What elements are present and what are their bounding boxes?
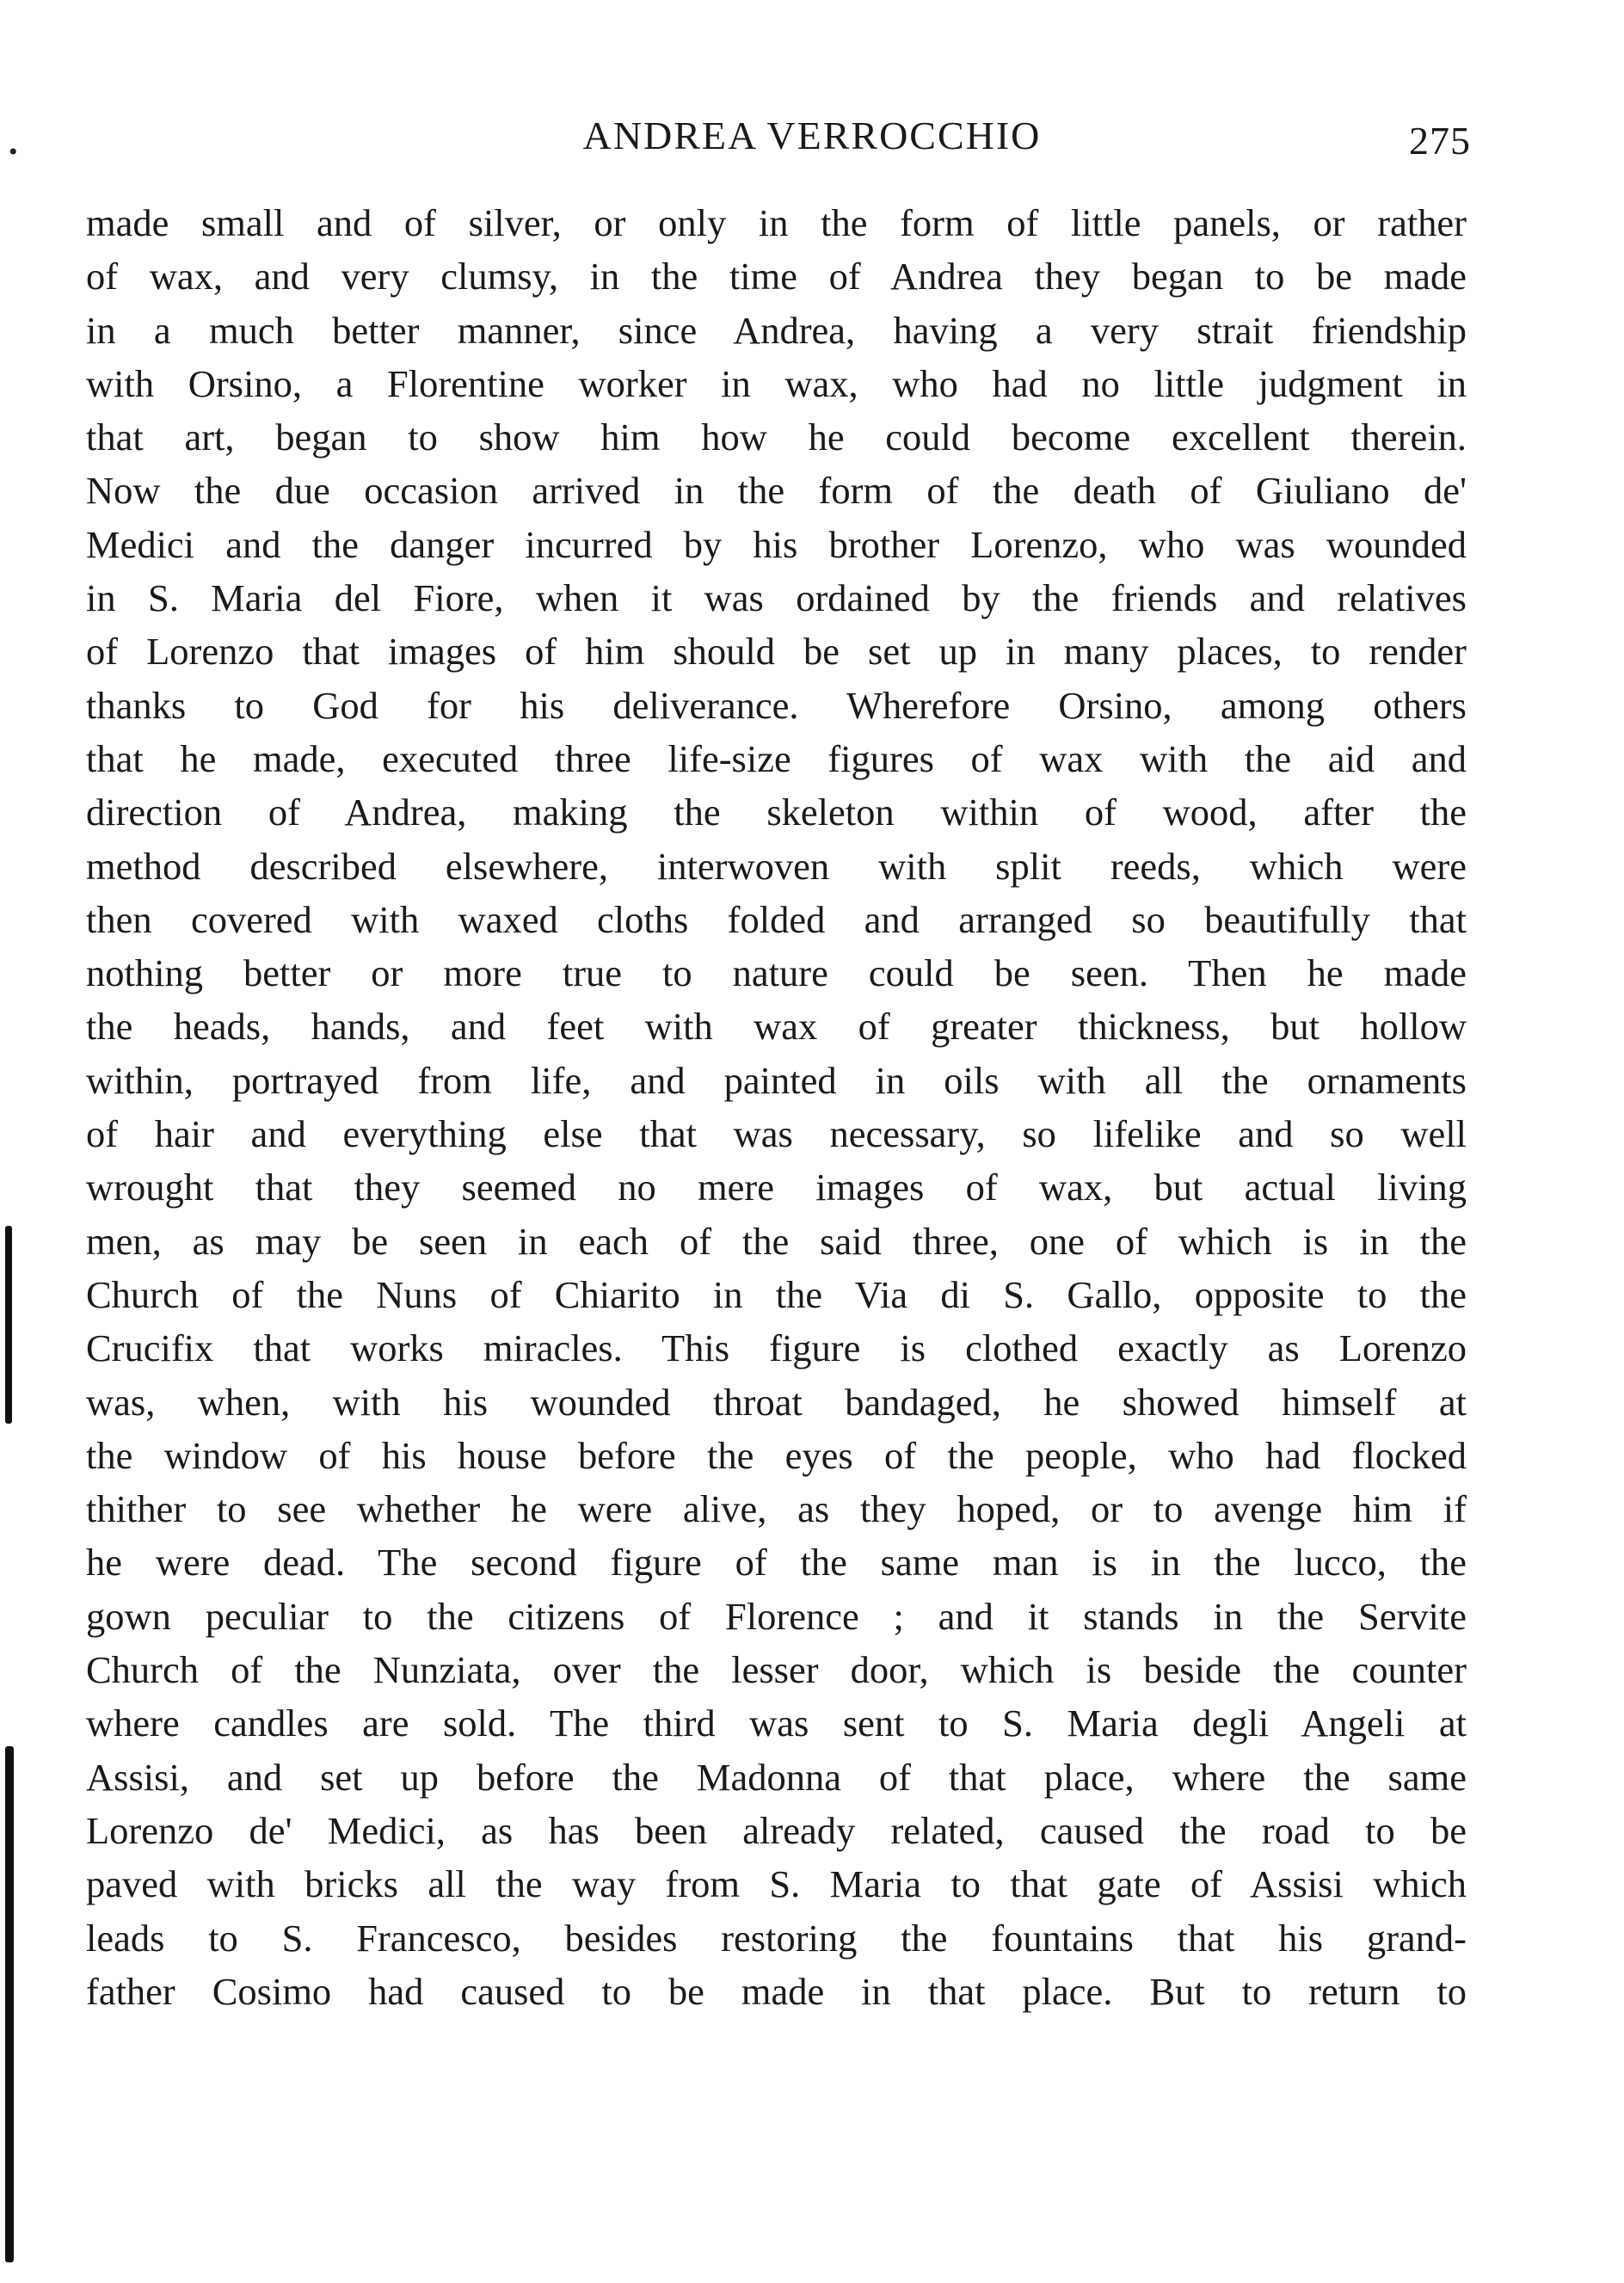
running-head	[0, 110, 1624, 162]
scan-artifact-mark: •	[9, 138, 18, 166]
text-line: father Cosimo had caused to be made in that place. But to return to	[86, 1969, 1467, 2013]
text-line: of Lorenzo that images of him should be set up in many places, to render	[86, 630, 1467, 674]
text-line: nothing better or more true to nature could be seen. Then he made	[86, 951, 1467, 995]
text-line: that he made, executed three life-size figures of wax with the aid and	[86, 736, 1467, 780]
text-line: the heads, hands, and feet with wax of greater thickness, but hollow	[86, 1005, 1467, 1049]
text-line: the window of his house before the eyes of the people, who had flocked	[86, 1433, 1467, 1477]
page-number: 275	[1409, 119, 1471, 163]
text-line: thanks to God for his deliverance. Wherefore Orsino, among others	[86, 683, 1467, 727]
text-line: in S. Maria del Fiore, when it was ordained by the friends and relatives	[86, 576, 1467, 620]
text-line: men, as may be seen in each of the said three, one of which is in the	[86, 1219, 1467, 1263]
text-line: he were dead. The second figure of the same man is in the lucco, the	[86, 1541, 1467, 1585]
text-line: then covered with waxed cloths folded and arranged so beautifully that	[86, 897, 1467, 941]
text-line: made small and of silver, or only in the form of little panels, or rather	[86, 201, 1467, 244]
text-line: direction of Andrea, making the skeleton within of wood, after the	[86, 791, 1467, 834]
body-text	[86, 196, 1467, 2018]
scan-edge-mark	[5, 1746, 14, 2262]
text-line: of hair and everything else that was necessary, so lifelike and so well	[86, 1112, 1467, 1156]
text-line: Church of the Nuns of Chiarito in the Via di S. Gallo, opposite to the	[86, 1272, 1467, 1316]
text-line: that art, began to show him how he could become excellent therein.	[86, 415, 1467, 459]
text-line: Assisi, and set up before the Madonna of that place, where the same	[86, 1755, 1467, 1799]
text-line: in a much better manner, since Andrea, having a very strait friendship	[86, 308, 1467, 352]
text-line: where candles are sold. The third was sent to S. Maria degli Angeli at	[86, 1701, 1467, 1745]
text-line: wrought that they seemed no mere images of wax, but actual living	[86, 1166, 1467, 1209]
text-line: Crucifix that works miracles. This figure is clothed exactly as Lorenzo	[86, 1326, 1467, 1370]
text-line: Lorenzo de' Medici, as has been already related, caused the road to be	[86, 1808, 1467, 1852]
text-line: with Orsino, a Florentine worker in wax, who had no little judgment in	[86, 361, 1467, 405]
text-line: paved with bricks all the way from S. Maria to that gate of Assisi which	[86, 1862, 1467, 1906]
text-line: Medici and the danger incurred by his brother Lorenzo, who was wounded	[86, 522, 1467, 566]
text-line: Now the due occasion arrived in the form of the death of Giuliano de'	[86, 469, 1467, 513]
text-line: of wax, and very clumsy, in the time of Andrea they began to be made	[86, 255, 1467, 298]
text-line: leads to S. Francesco, besides restoring the fountains that his grand-	[86, 1916, 1467, 1960]
text-line: gown peculiar to the citizens of Florence ; and it stands in the Servite	[86, 1594, 1467, 1638]
text-line: within, portrayed from life, and painted in oils with all the ornaments	[86, 1058, 1467, 1102]
running-title: ANDREA VERROCCHIO	[582, 114, 1042, 157]
text-line: thither to see whether he were alive, as they hoped, or to avenge him if	[86, 1487, 1467, 1531]
text-line: method described elsewhere, interwoven with split reeds, which were	[86, 844, 1467, 888]
scan-edge-mark	[5, 1226, 12, 1424]
text-line: Church of the Nunziata, over the lesser door, which is beside the counter	[86, 1648, 1467, 1692]
text-line: was, when, with his wounded throat bandaged, he showed himself at	[86, 1380, 1467, 1424]
